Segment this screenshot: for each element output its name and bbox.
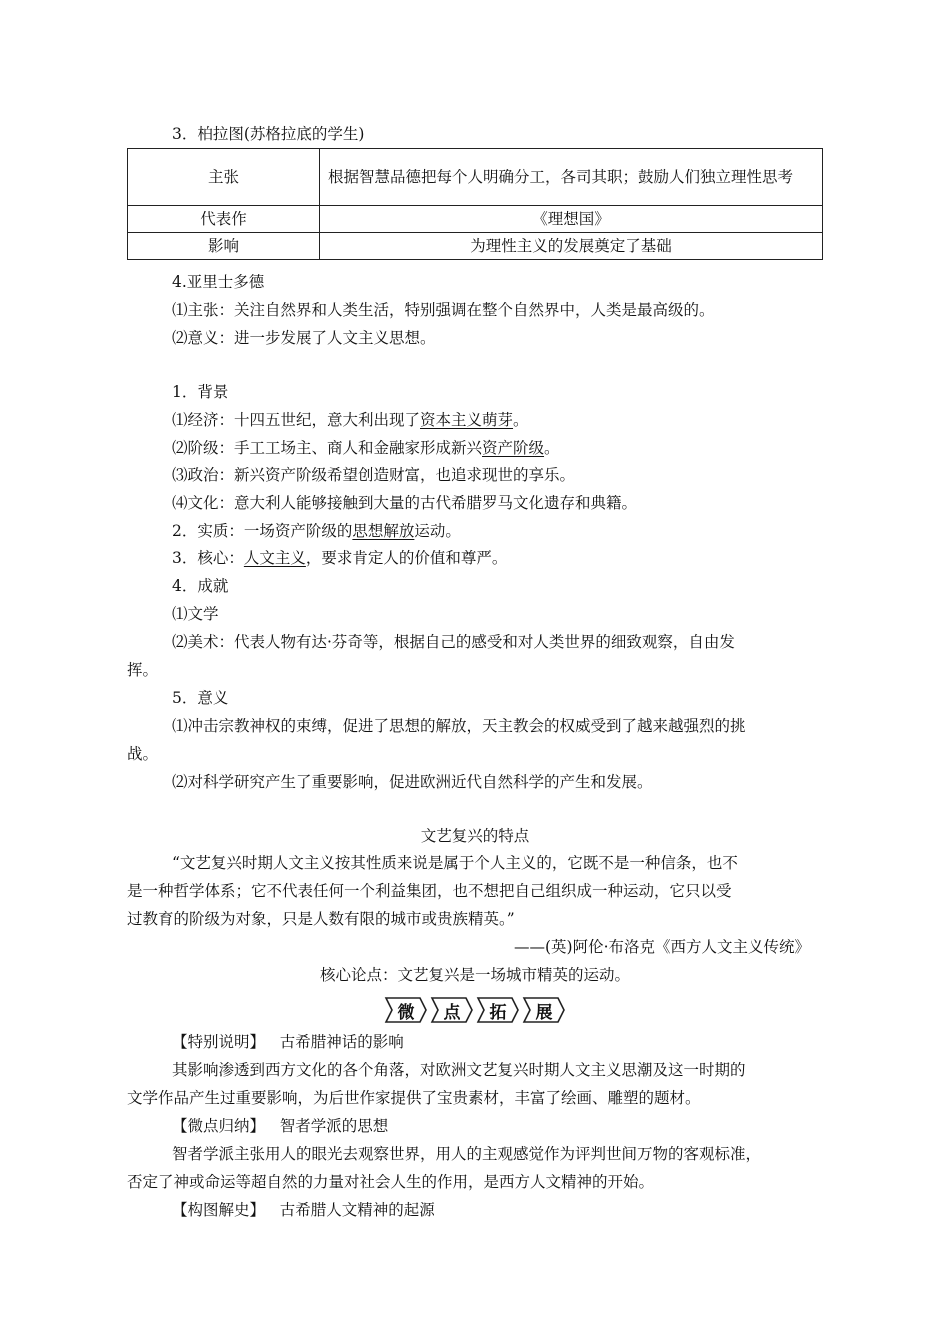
quote-line-1: “文艺复兴时期人文主义按其性质来说是属于个人主义的，它既不是一种信条，也不 — [172, 854, 738, 872]
culture-line: ⑷文化：意大利人能够接触到大量的古代希腊罗马文化遗存和典籍。 — [172, 494, 638, 512]
note-1-line-1: 其影响渗透到西方文化的各个角落，对欧洲文艺复兴时期人文主义思潮及这一时期的 — [172, 1061, 746, 1079]
table-value: 为理性主义的发展奠定了基础 — [320, 233, 823, 260]
significance-2: ⑵对科学研究产生了重要影响，促进欧洲近代自然科学的产生和发展。 — [172, 773, 653, 791]
aristotle-meaning: ⑵意义：进一步发展了人文主义思想。 — [172, 329, 436, 347]
banner-chevron — [384, 996, 428, 1024]
achievement-heading: 4．成就 — [172, 577, 229, 595]
quote-source: ——(英)阿伦·布洛克《西方人文主义传统》 — [513, 938, 810, 956]
background-heading: 1．背景 — [172, 383, 229, 401]
note-1-line-2: 文学作品产生过重要影响，为后世作家提供了宝贵素材，丰富了绘画、雕塑的题材。 — [127, 1089, 701, 1107]
table-row — [128, 233, 823, 260]
micro-extension-banner — [384, 996, 566, 1024]
art-line-cont: 挥。 — [127, 661, 159, 679]
table-key: 代表作 — [128, 206, 320, 233]
note-3-heading: 【构图解史】 古希腊人文精神的起源 — [172, 1201, 435, 1219]
table-key: 主张 — [128, 149, 320, 206]
banner-char: 微 — [397, 1002, 415, 1023]
banner-char: 拓 — [489, 1002, 507, 1023]
aristotle-heading: 4.亚里士多德 — [172, 273, 265, 291]
table-row — [128, 149, 823, 206]
table-key: 影响 — [128, 233, 320, 260]
politics-line: ⑶政治：新兴资产阶级希望创造财富，也追求现世的享乐。 — [172, 466, 576, 484]
banner-char: 点 — [443, 1002, 461, 1023]
art-line: ⑵美术：代表人物有达·芬奇等，根据自己的感受和对人类世界的细致观察，自由发 — [172, 633, 735, 651]
table-row — [128, 206, 823, 233]
note-2-heading: 【微点归纳】 智者学派的思想 — [172, 1117, 389, 1135]
feature-title: 文艺复兴的特点 — [420, 827, 530, 845]
significance-heading: 5．意义 — [172, 689, 229, 707]
banner-char: 展 — [535, 1002, 553, 1023]
table-value: 根据智慧品德把每个人明确分工，各司其职；鼓励人们独立理性思考 — [320, 149, 823, 206]
quote-line-3: 过教育的阶级为对象，只是人数有限的城市或贵族精英。” — [127, 910, 515, 928]
note-1-heading: 【特别说明】 古希腊神话的影响 — [172, 1033, 404, 1051]
essence-line: 2．实质：一场资产阶级的思想解放运动。 — [172, 522, 461, 540]
class-line: ⑵阶级：手工工场主、商人和金融家形成新兴资产阶级。 — [172, 439, 560, 457]
significance-1-cont: 战。 — [127, 745, 159, 763]
banner-chevron — [522, 996, 566, 1024]
aristotle-claim: ⑴主张：关注自然界和人类生活，特别强调在整个自然界中，人类是最高级的。 — [172, 301, 715, 319]
plato-heading: 3．柏拉图(苏格拉底的学生) — [172, 125, 365, 143]
table-value: 《理想国》 — [320, 206, 823, 233]
plato-table — [127, 148, 823, 260]
banner-chevron — [430, 996, 474, 1024]
significance-1: ⑴冲击宗教神权的束缚，促进了思想的解放，天主教会的权威受到了越来越强烈的挑 — [172, 717, 746, 735]
note-2-line-2: 否定了神或命运等超自然的力量对社会人生的作用，是西方人文精神的开始。 — [127, 1173, 655, 1191]
quote-line-2: 是一种哲学体系；它不代表任何一个利益集团，也不想把自己组织成一种运动，它只以受 — [127, 882, 732, 900]
literature-line: ⑴文学 — [172, 605, 219, 623]
core-argument: 核心论点：文艺复兴是一场城市精英的运动。 — [319, 966, 630, 984]
economy-line: ⑴经济：十四五世纪，意大利出现了资本主义萌芽。 — [172, 411, 529, 429]
note-2-line-1: 智者学派主张用人的眼光去观察世界，用人的主观感觉作为评判世间万物的客观标准， — [172, 1145, 762, 1163]
core-line: 3．核心：人文主义，要求肯定人的价值和尊严。 — [172, 549, 508, 567]
banner-chevron — [476, 996, 520, 1024]
